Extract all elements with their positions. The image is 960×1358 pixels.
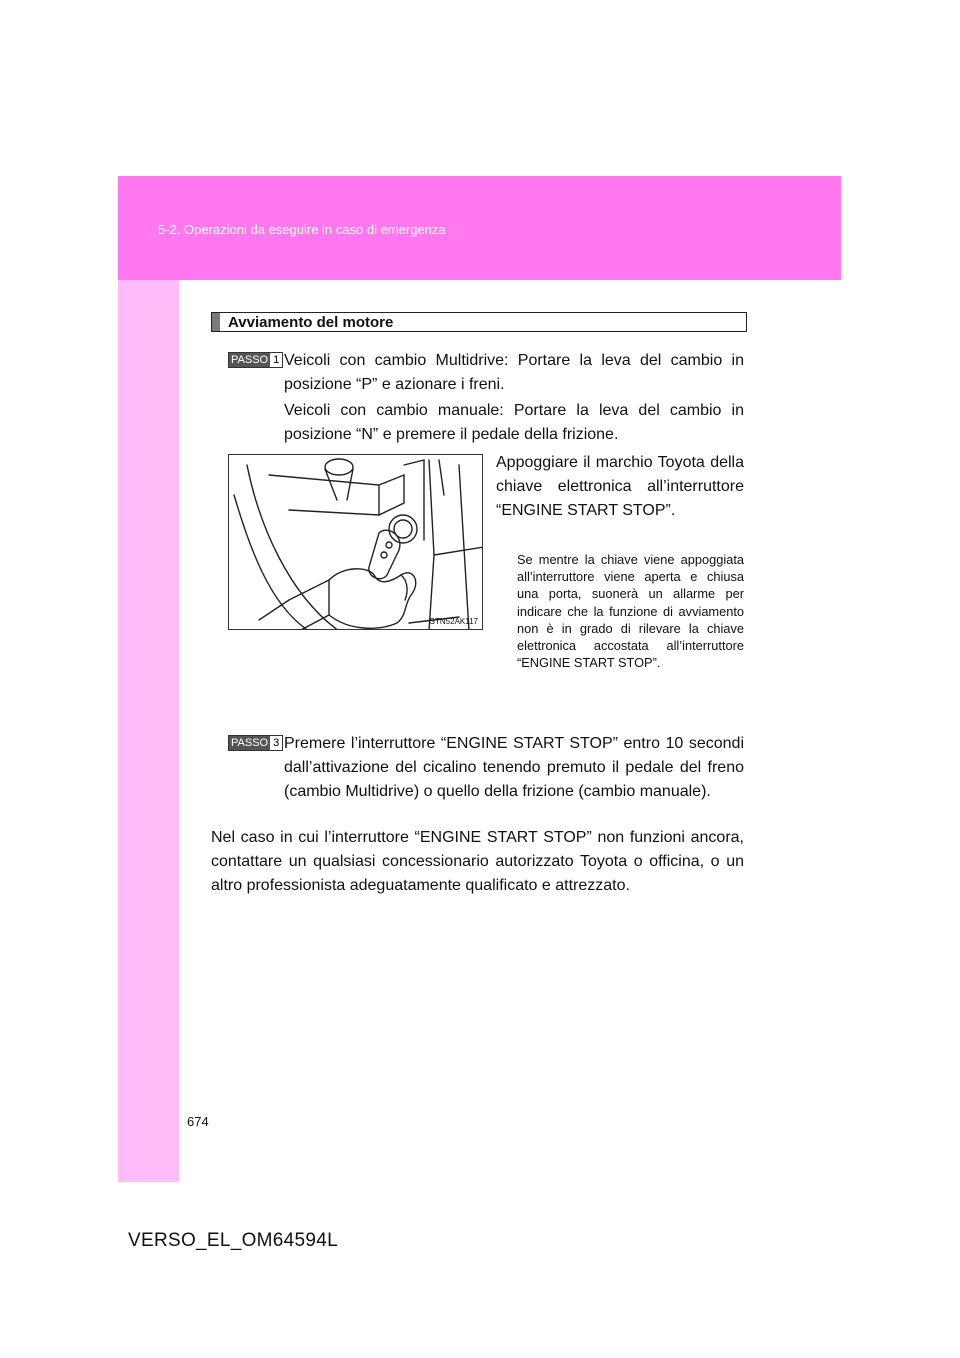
step-3-badge: PASSO 3	[228, 735, 283, 751]
key-on-start-button-illustration	[228, 454, 483, 630]
page-number: 674	[187, 1114, 209, 1129]
step-1-text: Veicoli con cambio Multidrive: Portare la leva del cambio in posizione “P” e azionare i freni.	[284, 352, 744, 393]
step-1-badge: PASSO 1	[228, 352, 283, 368]
step-3-text: Premere l’interruttore “ENGINE START STOP” entro 10 secondi dall’attivazione del cicalino tenendo premuto il pedale del freno (cambio Multidrive) o quello della frizione (cambio manuale).	[284, 735, 744, 800]
document-id: VERSO_EL_OM64594L	[128, 1230, 338, 1251]
section-heading	[211, 312, 747, 332]
section-breadcrumb: 5-2. Operazioni da eseguire in caso di emergenza	[158, 222, 446, 237]
illustration-code: STN52AK117	[429, 617, 478, 626]
side-band	[118, 280, 179, 1182]
step-1-text-manual: Veicoli con cambio manuale: Portare la leva del cambio in posizione “N” e premere il pedale della frizione.	[284, 402, 744, 443]
step-2-text: Appoggiare il marchio Toyota della chiave elettronica all’interruttore “ENGINE START STOP”.	[496, 454, 744, 519]
section-title: Avviamento del motore	[228, 313, 394, 331]
closing-paragraph: Nel caso in cui l’interruttore “ENGINE START STOP” non funzioni ancora, contattare un qualsiasi concessionario autorizzato Toyota o officina, o un altro professionista adeguatamente qualificato e attrezzato.	[211, 829, 744, 894]
heading-accent-bar	[212, 313, 220, 331]
step-2-note: Se mentre la chiave viene appoggiata all’interruttore viene aperta e chiusa una porta, suonerà un allarme per indicare che la funzione di avviamento non è in grado di rilevare la chiave elettronica accostata all’interruttore “ENGINE START STOP”.	[517, 552, 744, 671]
illustration-drawing	[229, 455, 483, 630]
